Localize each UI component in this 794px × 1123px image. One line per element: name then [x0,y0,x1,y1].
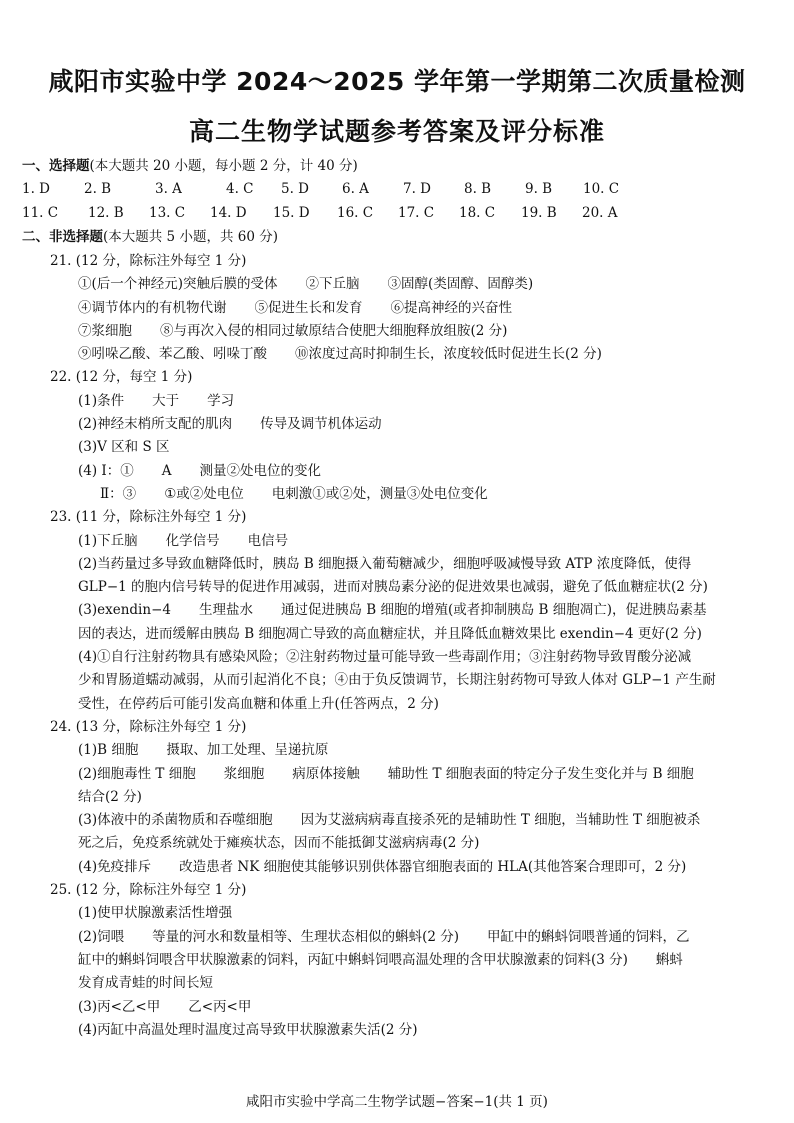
q21-line-3 [78,320,770,343]
q22-answer: 大于 [152,392,180,409]
answer-item: 11. C [22,205,59,221]
q21-blank-2: ②下丘脑 [305,276,360,293]
q23-answer: (3)exendin−4 [78,602,171,619]
q23-p3-line-b: 因的表达，进而缓解由胰岛 B 细胞凋亡导致的高血糖症状，并且降低血糖效果比 exendin−4 更好(2 分) [78,625,702,642]
q23-p4-line-b: 少和胃肠道蠕动减弱，从而引起消化不良；④由于负反馈调节，长期注射药物可导致人体对 GLP−1 产生耐 [78,672,716,689]
q22-answer: (1)条件 [78,392,125,409]
answer-item: 14. D [210,205,247,221]
section-1-note: (本大题共 20 小题，每小题 2 分，计 40 分) [89,158,358,174]
q24-p3-line-b: 死之后，免疫系统就处于瘫痪状态，因而不能抵御艾滋病病毒(2 分) [78,835,480,852]
q24-head: 24. (13 分，除标注外每空 1 分) [50,718,247,735]
q22-line-5 [100,483,770,506]
q25-head: 25. (12 分，除标注外每空 1 分) [50,882,247,899]
section-2-note: (本大题共 5 小题，共 60 分) [103,229,278,245]
answer-item: 20. A [582,205,618,221]
q22-line-3: (3)V 区和 S 区 [78,439,170,456]
q23-answer: (1)下丘脑 [78,532,138,549]
q25-answer: (3)丙<乙<甲 [78,998,161,1015]
q24-p2-line-a [78,763,770,786]
q21-blank-10: ⑩浓度过高时抑制生长，浓度较低时促进生长(2 分) [295,346,602,363]
answer-item: 5. D [281,181,309,197]
answer-item: 7. D [403,181,431,197]
q25-answer: 等量的河水和数量相等、生理状态相似的蝌蚪(2 分) [152,928,460,945]
q22-answer: 学习 [207,392,235,409]
q23-line-1 [78,530,770,553]
q23-answer: 生理盐水 [198,602,253,619]
answer-row-1 [22,178,782,200]
answer-row-2 [22,202,782,224]
q24-line-4 [78,856,770,879]
q21-blank-4: ④调节体内的有机物代谢 [78,299,227,316]
q22-line-1 [78,390,770,413]
q21-blank-3: ③固醇(类固醇、固醇类) [387,276,534,293]
q21-blank-1: ①(后一个神经元)突触后膜的受体 [78,276,278,293]
q22-answer: 电刺激①或②处，测量③处电位变化 [271,485,488,502]
q24-answer: (4)免疫排斥 [78,858,152,875]
answer-item: 1. D [22,181,50,197]
q23-p4-line-a: (4)①自行注射药物具有感染风险；②注射药物过量可能导致一些毒副作用；③注射药物导致胃酸分泌减 [78,649,692,666]
q22-line-2 [78,413,770,436]
q24-answer: 浆细胞 [223,765,265,782]
q22-answer: (2)神经末梢所支配的肌肉 [78,416,233,433]
q25-p2-line-c: 发育成青蛙的时间长短 [78,975,213,992]
answer-item: 16. C [337,205,374,221]
q22-answer: 传导及调节机体运动 [260,416,382,433]
section-1-title: 一、选择题 [22,158,90,174]
q23-answer: 电信号 [247,532,289,549]
q25-p2-line-b [78,949,770,972]
q23-p3-line-a [78,599,770,622]
q23-p2-line-b: GLP−1 的胞内信号转导的促进作用减弱，进而对胰岛素分泌的促进效果也减弱，避免了低血糖症状(2 分) [78,579,708,596]
q23-head: 23. (11 分，除标注外每空 1 分) [50,509,247,526]
answer-item: 18. C [459,205,496,221]
answer-item: 8. B [464,181,492,197]
section-2-body [22,250,770,1042]
q24-answer: 因为艾滋病病毒直接杀死的是辅助性 T 细胞，当辅助性 T 细胞被杀 [300,812,701,829]
q21-head: 21. (12 分，除标注外每空 1 分) [50,253,247,269]
q24-answer: 辅助性 T 细胞表面的特定分子发生变化并与 B 细胞 [387,765,694,782]
q25-answer: 蝌蚪 [655,951,683,968]
answer-item: 4. C [226,181,254,197]
page-title: 咸阳市实验中学 2024～2025 学年第一学期第二次质量检测 [48,67,746,96]
answer-item: 3. A [155,181,182,197]
q25-answer: 乙<丙<甲 [188,998,252,1015]
section-2-title: 二、非选择题 [22,229,103,245]
q21-blank-5: ⑤促进生长和发育 [254,299,363,316]
answer-item: 9. B [525,181,553,197]
q22-answer: Ⅱ：③ [100,485,137,502]
section-2-heading [22,226,278,248]
q24-p3-line-a [78,809,770,832]
q23-answer: 通过促进胰岛 B 细胞的增殖(或者抑制胰岛 B 细胞凋亡)，促进胰岛素基 [280,602,707,619]
q22-answer: 测量②处电位的变化 [199,462,321,479]
answer-item: 19. B [521,205,557,221]
q24-p2-line-b: 结合(2 分) [78,788,142,805]
q24-answer: (1)B 细胞 [78,742,139,759]
q24-answer: 病原体接触 [292,765,360,782]
q21-blank-8: ⑧与再次入侵的相同过敏原结合使肥大细胞释放组胺(2 分) [160,322,508,339]
q25-p2-line-a [78,926,770,949]
q22-line-4 [78,460,770,483]
q22-answer: A [161,462,172,479]
answer-item: 13. C [149,205,186,221]
q23-p2-line-a: (2)当药量过多导致血糖降低时，胰岛 B 细胞摄入葡萄糖减少，细胞呼吸减慢导致 ATP 浓度降低，使得 [78,555,692,572]
answer-item: 15. D [273,205,310,221]
q21-blank-9: ⑨吲哚乙酸、苯乙酸、吲哚丁酸 [78,346,267,363]
q25-answer: 缸中的蝌蚪饲喂含甲状腺激素的饲料，丙缸中蝌蚪饲喂高温处理的含甲状腺激素的饲料(3 分) [78,951,628,968]
q21-line-1 [78,273,770,296]
q22-answer: (4) Ⅰ：① [78,462,134,479]
q25-line-4: (4)丙缸中高温处理时温度过高导致甲状腺激素失活(2 分) [78,1021,418,1038]
q23-answer: 化学信号 [165,532,220,549]
q21-line-4 [78,343,770,366]
answer-item: 2. B [84,181,112,197]
answer-item: 12. B [88,205,124,221]
page-footer: 咸阳市实验中学高二生物学试题−答案−1(共 1 页) [246,1094,548,1110]
q25-answer: 甲缸中的蝌蚪饲喂普通的饲料，乙 [487,928,690,945]
q24-answer: (2)细胞毒性 T 细胞 [78,765,196,782]
q23-p4-line-c: 受性，在停药后可能引发高血糖和体重上升(任答两点，2 分) [78,695,439,712]
page-subtitle: 高二生物学试题参考答案及评分标准 [188,117,605,146]
q21-line-2 [78,297,770,320]
q25-line-3 [78,996,770,1019]
q22-answer: ①或②处电位 [164,485,244,502]
answer-item: 17. C [398,205,435,221]
q25-answer: (2)饲喂 [78,928,125,945]
q21-blank-6: ⑥提高神经的兴奋性 [390,299,512,316]
q24-answer: 改造患者 NK 细胞使其能够识别供体器官细胞表面的 HLA(其他答案合理即可，2 分) [179,858,687,875]
q21-blank-7: ⑦浆细胞 [78,322,132,339]
section-1-heading [22,155,358,177]
q24-line-1 [78,739,770,762]
q24-answer: (3)体液中的杀菌物质和吞噬细胞 [78,812,273,829]
answer-item: 10. C [583,181,620,197]
q22-head: 22. (12 分，每空 1 分) [50,369,193,386]
q25-line-1: (1)使甲状腺激素活性增强 [78,905,233,922]
answer-item: 6. A [342,181,369,197]
q24-answer: 摄取、加工处理、呈递抗原 [166,742,329,759]
